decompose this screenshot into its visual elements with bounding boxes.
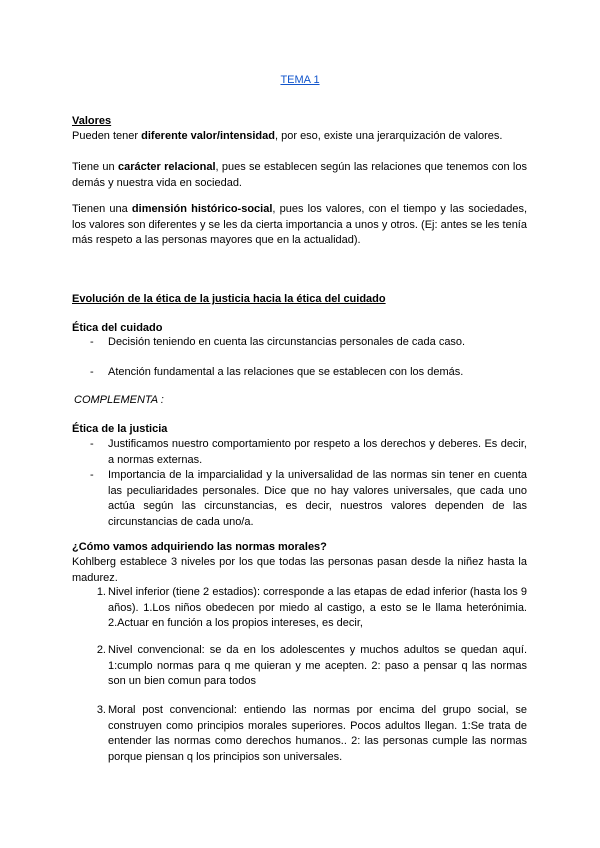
normas-heading: ¿Cómo vamos adquiriendo las normas morales?: [72, 541, 327, 553]
normas-intro: Kohlberg establece 3 niveles por los que todas las personas pasan desde la niñez hasta la madurez.: [72, 556, 527, 584]
page-title[interactable]: TEMA 1: [280, 74, 320, 86]
valores-heading: Valores: [72, 115, 112, 127]
list-number: 1.: [96, 586, 106, 598]
list-item: Moral post convencional: entiendo las normas por encima del grupo social, se construyen como principios morales superiores. Pocos adultos llegan. 1:Se trata de entender las normas como derechos humanos.. 2: las personas cumple las normas porque piensan q los principios son universales.: [108, 704, 527, 763]
list-item: Nivel inferior (tiene 2 estadios): corresponde a las etapas de edad inferior (hasta los 9 años). 1.Los niños obedecen por miedo al castigo, a esto se le llama heterónimia. 2.Actuar en función a los propios intereses, es decir,: [108, 586, 527, 629]
valores-paragraph-2: Tiene un carácter relacional, pues se establecen según las relaciones que tenemos con los demás y nuestra vida en sociedad.: [72, 161, 527, 189]
list-number: 3.: [96, 704, 106, 716]
justicia-item: Justificamos nuestro comportamiento por respeto a los derechos y deberes. Es decir, a normas externas.: [108, 438, 527, 466]
justicia-heading: Ética de la justicia: [72, 423, 168, 435]
bullet-marker: -: [90, 366, 94, 378]
list-item: Nivel convencional: se da en los adolescentes y muchos adultos se quedan aquí. 1:cumplo normas para q me quieran y me acepten. 2: paso a pensar q las normas son un bien comun para todos: [108, 644, 527, 687]
cuidado-item: Atención fundamental a las relaciones que se establecen con los demás.: [108, 366, 464, 378]
cuidado-heading: Ética del cuidado: [72, 322, 163, 334]
complementa-label: COMPLEMENTA :: [74, 394, 164, 406]
valores-paragraph-3: Tienen una dimensión histórico-social, pues los valores, con el tiempo y las sociedades, los valores son diferentes y se les da cierta importancia a unos y otros. (Ej: antes se les tenía más respeto a las personas mayores que en la actualidad).: [72, 203, 527, 246]
bullet-marker: -: [90, 438, 94, 450]
justicia-item: Importancia de la imparcialidad y la universalidad de las normas sin tener en cuenta las peculiaridades personales. Dice que no hay valores universales, que cada uno actúa según las circunstancias, es decir, nuestros valores dependen de las circunstancias de cada uno/a.: [108, 469, 527, 528]
cuidado-item: Decisión teniendo en cuenta las circunstancias personales de cada caso.: [108, 336, 466, 348]
list-number: 2.: [96, 644, 106, 656]
valores-paragraph-1: Pueden tener diferente valor/intensidad, por eso, existe una jerarquización de valores.: [72, 130, 503, 142]
bullet-marker: -: [90, 469, 94, 481]
evolucion-heading: Evolución de la ética de la justicia hacia la ética del cuidado: [72, 293, 386, 305]
bullet-marker: -: [90, 336, 94, 348]
